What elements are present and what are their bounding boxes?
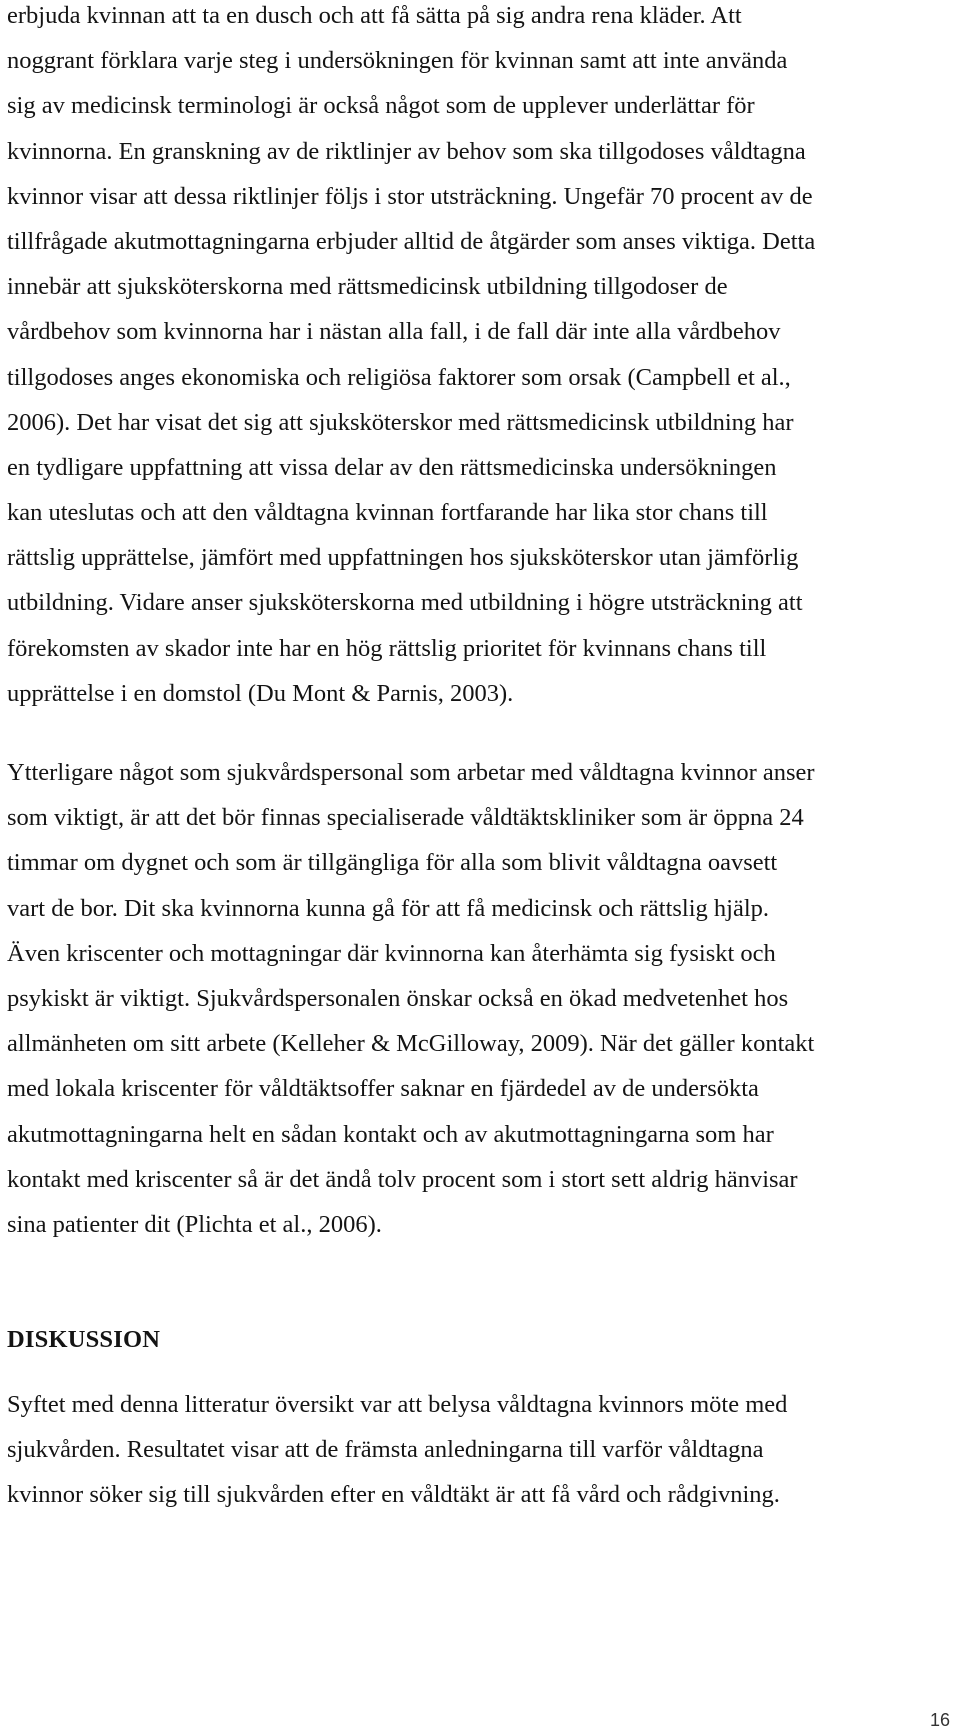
text-line: Även kriscenter och mottagningar där kvinnorna kan återhämta sig fysiskt och [7,939,776,967]
text-line: rättslig upprättelse, jämfört med uppfattningen hos sjuksköterskor utan jämförlig [7,544,799,572]
section-heading [7,1317,160,1362]
text-line: kan uteslutas och att den våldtagna kvinnan fortfarande har lika stor chans till [7,499,768,527]
text-line: en tydligare uppfattning att vissa delar av den rättsmedicinska undersökningen [7,453,777,481]
body-paragraph-3 [7,1382,787,1518]
text-line: sjukvården. Resultatet visar att de främsta anledningarna till varför våldtagna [7,1436,764,1464]
page-number: 16 [929,1710,950,1730]
text-line: kontakt med kriscenter så är det ändå tolv procent som i stort sett aldrig hänvisar [7,1165,798,1193]
text-line: med lokala kriscenter för våldtäktsoffer saknar en fjärdedel av de undersökta [7,1075,759,1103]
text-line: psykiskt är viktigt. Sjukvårdspersonalen önskar också en ökad medvetenhet hos [7,984,789,1012]
text-line: utbildning. Vidare anser sjuksköterskorna med utbildning i högre utsträckning att [7,589,803,617]
text-line: noggrant förklara varje steg i undersökningen för kvinnan samt att inte använda [7,47,788,75]
text-line: vårdbehov som kvinnorna har i nästan alla fall, i de fall där inte alla vårdbehov [7,318,781,346]
text-line: tillgodoses anges ekonomiska och religiösa faktorer som orsak (Campbell et al., [7,363,791,391]
text-line: som viktigt, är att det bör finnas specialiserade våldtäktskliniker som är öppna 24 [7,804,804,832]
text-line: kvinnorna. En granskning av de riktlinjer av behov som ska tillgodoses våldtagna [7,137,806,165]
text-line: kvinnor visar att dessa riktlinjer följs i stor utsträckning. Ungefär 70 procent av de [7,182,813,210]
body-paragraph-1 [7,0,815,716]
text-line: Ytterligare något som sjukvårdspersonal som arbetar med våldtagna kvinnor anser [7,759,815,786]
text-line: allmänheten om sitt arbete (Kelleher & McGilloway, 2009). När det gäller kontakt [7,1030,815,1058]
text-line: akutmottagningarna helt en sådan kontakt och av akutmottagningarna som har [7,1120,774,1148]
text-line: tillfrågade akutmottagningarna erbjuder alltid de åtgärder som anses viktiga. Detta [7,227,816,255]
text-line: kvinnor söker sig till sjukvården efter en våldtäkt är att få vård och rådgivning. [7,1481,780,1509]
text-line: förekomsten av skador inte har en hög rättslig prioritet för kvinnans chans till [7,634,767,662]
text-line: Syftet med denna litteratur översikt var att belysa våldtagna kvinnors möte med [7,1391,788,1418]
heading-text: DISKUSSION [7,1326,161,1353]
text-line: sig av medicinsk terminologi är också något som de upplever underlättar för [7,92,755,120]
text-line: upprättelse i en domstol (Du Mont & Parnis, 2003). [7,679,514,707]
text-line: innebär att sjuksköterskorna med rättsmedicinsk utbildning tillgodoser de [7,273,728,301]
text-line: erbjuda kvinnan att ta en dusch och att få sätta på sig andra rena kläder. Att [7,2,742,29]
text-line: vart de bor. Dit ska kvinnorna kunna gå för att få medicinsk och rättslig hjälp. [7,894,770,922]
text-line: sina patienter dit (Plichta et al., 2006). [7,1210,382,1238]
text-line: 2006). Det har visat det sig att sjuksköterskor med rättsmedicinsk utbildning har [7,408,794,436]
body-paragraph-2 [7,750,815,1247]
text-line: timmar om dygnet och som är tillgängliga för alla som blivit våldtagna oavsett [7,849,778,877]
